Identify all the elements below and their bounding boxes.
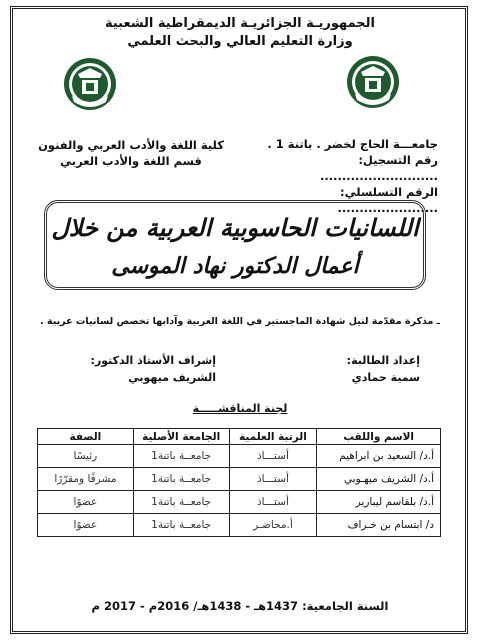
student-label: إعداد الطالبة: — [346, 354, 420, 367]
member-name: د/ ابتسام بن خـراف — [317, 514, 441, 537]
faculty-info — [26, 137, 236, 169]
table-row — [38, 514, 441, 537]
member-name: أ.د/ الشريف ميهـوبي — [317, 468, 441, 491]
member-role: عضوًا — [38, 491, 134, 514]
member-university: جامعــة باتنة1 — [133, 514, 229, 537]
ministry-heading: وزارة التعليم العالي والبحث العلمي — [127, 34, 353, 49]
thesis-title-line2: أعمال الدكتور نهاد الموسى — [111, 253, 359, 279]
table-row — [38, 445, 441, 468]
table-row — [38, 468, 441, 491]
thesis-title-box — [44, 200, 426, 290]
supervisor-name: الشريف ميهوبي — [128, 371, 216, 384]
table-header-row — [38, 429, 441, 445]
member-rank: أستـــاذ — [229, 491, 317, 514]
member-name: أ.د/ السعيد بن ابراهيم — [317, 445, 441, 468]
member-university: جامعــة باتنة1 — [133, 468, 229, 491]
student-name: سمية حمادي — [351, 371, 420, 384]
thesis-title-line1: اللسانيات الحاسوبية العربية من خلال — [51, 213, 419, 242]
student-block — [347, 352, 420, 386]
member-rank: أ.محاضـر — [229, 514, 317, 537]
header-rank: الرتبة العلمية — [229, 429, 317, 445]
member-role: مشرفًا ومقرّرًا — [38, 468, 134, 491]
member-university: جامعــة باتنة1 — [133, 445, 229, 468]
table-row — [38, 491, 441, 514]
committee-title: لجنة المناقشـــــة — [192, 402, 288, 415]
republic-heading: الجمهوريـة الجزائريـة الديمقراطية الشعبية — [104, 16, 376, 31]
supervisor-label: إشراف الأستاذ الدكتور: — [90, 354, 216, 367]
header-university: الجامعة الأصلية — [133, 429, 229, 445]
faculty-name: كلية اللغة والأدب العربي والفنون — [38, 138, 224, 152]
member-role: رئيسًا — [38, 445, 134, 468]
registration-number: رقم التسجيل: ........................... — [320, 153, 438, 183]
header-role: الصفة — [38, 429, 134, 445]
header-name: الاسم واللقب — [317, 429, 441, 445]
serial-number: الرقم التسلسلي: ....................... — [337, 185, 438, 215]
university-emblem-right-icon — [345, 54, 401, 110]
member-name: أ.د/ بلقاسم ليبارير — [317, 491, 441, 514]
department-name: قسم اللغة والأدب العربي — [60, 154, 202, 168]
thesis-subtitle: ـ مذكرة مقدّمة لنيل شهادة الماجستير في اللغة العربية وآدابها تخصص لسانيات عربية . — [40, 316, 440, 327]
committee-table — [37, 428, 441, 537]
member-role: عضوًا — [38, 514, 134, 537]
member-university: جامعــة باتنة1 — [133, 491, 229, 514]
university-name: جامعـــة الحاج لخضر . باتنة 1 . — [267, 137, 438, 151]
academic-year: السنة الجامعية: 1437هـ - 1438هـ/ 2016م - 2017 م — [91, 599, 389, 613]
university-emblem-left-icon — [62, 56, 118, 112]
member-rank: أستـــاذ — [229, 445, 317, 468]
member-rank: أستـــاذ — [229, 468, 317, 491]
supervisor-block — [66, 352, 216, 386]
